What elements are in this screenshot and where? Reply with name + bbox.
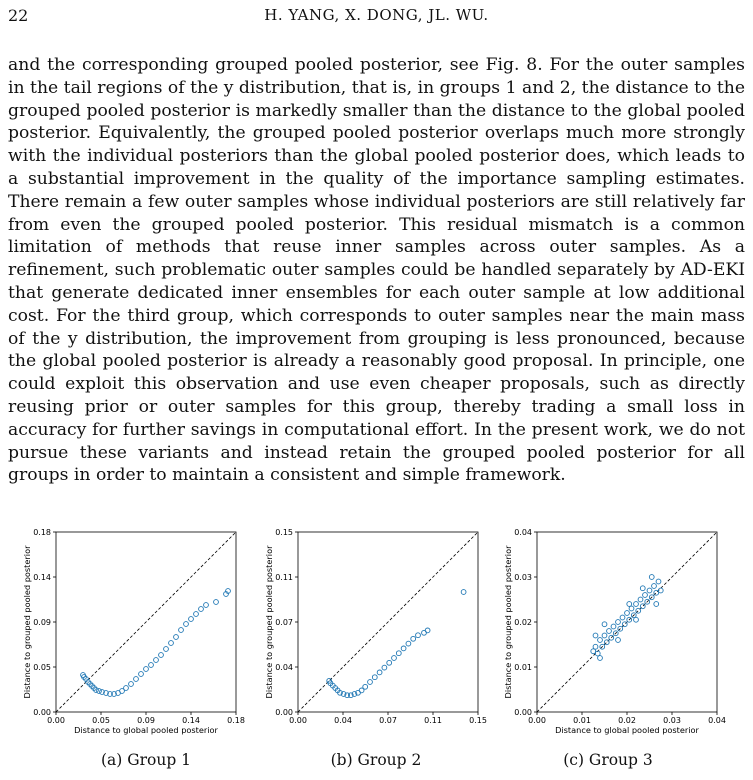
data-point xyxy=(387,660,392,665)
y-tick-label: 0.04 xyxy=(275,663,293,672)
data-point xyxy=(129,682,134,687)
data-point xyxy=(638,597,643,602)
data-point xyxy=(652,584,657,589)
x-tick-label: 0.04 xyxy=(334,716,352,725)
data-point xyxy=(616,638,621,643)
data-point xyxy=(194,612,199,617)
y-tick-label: 0.00 xyxy=(33,708,51,717)
data-point xyxy=(658,588,663,593)
data-point xyxy=(620,615,625,620)
y-tick-label: 0.14 xyxy=(33,573,51,582)
y-tick-label: 0.00 xyxy=(514,708,532,717)
data-point xyxy=(199,607,204,612)
caption-group-1: (a) Group 1 xyxy=(100,751,192,769)
data-point xyxy=(627,602,632,607)
data-point xyxy=(179,628,184,633)
x-tick-label: 0.04 xyxy=(708,716,726,725)
data-point xyxy=(189,617,194,622)
reference-line-1 xyxy=(56,532,236,712)
y-axis-label: Distance to grouped pooled posterior xyxy=(503,545,513,699)
figure-plots xyxy=(0,520,753,780)
data-point xyxy=(204,603,209,608)
data-point xyxy=(649,575,654,580)
y-tick-label: 0.15 xyxy=(275,528,293,537)
data-point xyxy=(611,624,616,629)
page-number: 22 xyxy=(8,6,29,25)
x-tick-label: 0.00 xyxy=(528,716,546,725)
data-point xyxy=(595,651,600,656)
data-point xyxy=(372,675,377,680)
data-point xyxy=(184,622,189,627)
data-point xyxy=(598,656,603,661)
data-point xyxy=(654,590,659,595)
body-paragraph: and the corresponding grouped pooled posterior, see Fig. 8. For the outer samples in the tail regions of the y distribution, that is, in groups 1 and 2, the distance to the grouped pooled posterior is markedly smaller than the distance to the global pooled posterior. Equivalently, the grouped pooled posterior overlaps much more strongly with the individual posteriors than the global pooled posterior does, which leads to a substantial improvement in the quality of the importance sampling estimates. There remain a few outer samples whose individual posteriors are still relatively far from even the grouped pooled posterior. This residual mismatch is a common limitation of methods that reuse inner samples across outer samples. As a refinement, such problematic outer samples could be handled separately by AD-EKI that generate dedicated inner ensembles for each outer sample at low additional cost. For the third group, which corresponds to outer samples near the main mass of the y distribution, the improvement from grouping is less pronounced, because the global pooled posterior is already a reasonably good proposal. In principle, one could exploit this observation and use even cheaper proposals, such as directly reusing prior or outer samples for this group, thereby trading a small loss in accuracy for further savings in computational effort. In the present work, we do not pursue these variants and instead retain the grouped pooled posterior for all groups in order to maintain a consistent and simple framework. xyxy=(8,55,745,486)
page-header xyxy=(8,6,745,28)
caption-group-2: (b) Group 2 xyxy=(330,751,422,769)
data-point xyxy=(647,588,652,593)
data-point xyxy=(214,600,219,605)
data-point xyxy=(607,629,612,634)
data-point xyxy=(461,590,466,595)
data-point xyxy=(654,602,659,607)
data-point xyxy=(368,680,373,685)
data-point xyxy=(636,608,641,613)
data-point xyxy=(363,684,368,689)
x-tick-label: 0.05 xyxy=(92,716,110,725)
data-point xyxy=(616,620,621,625)
data-point xyxy=(401,646,406,651)
data-point xyxy=(416,633,421,638)
y-tick-label: 0.02 xyxy=(514,618,532,627)
data-point xyxy=(174,635,179,640)
data-point xyxy=(154,658,159,663)
x-tick-label: 0.01 xyxy=(573,716,591,725)
x-tick-label: 0.18 xyxy=(227,716,245,725)
data-point xyxy=(643,593,648,598)
data-point xyxy=(149,663,154,668)
data-point xyxy=(602,622,607,627)
data-point xyxy=(634,602,639,607)
y-tick-label: 0.11 xyxy=(275,573,293,582)
data-point xyxy=(134,677,139,682)
data-point xyxy=(604,640,609,645)
y-tick-label: 0.00 xyxy=(275,708,293,717)
x-tick-label: 0.02 xyxy=(618,716,636,725)
x-tick-label: 0.00 xyxy=(47,716,65,725)
data-point xyxy=(169,641,174,646)
running-head-authors: H. YANG, X. DONG, JL. WU. xyxy=(264,6,489,24)
data-point xyxy=(377,670,382,675)
data-point xyxy=(625,611,630,616)
data-point xyxy=(139,672,144,677)
y-axis-label: Distance to grouped pooled posterior xyxy=(264,545,274,699)
data-point xyxy=(629,606,634,611)
data-point xyxy=(598,638,603,643)
x-tick-label: 0.11 xyxy=(424,716,442,725)
data-point xyxy=(97,689,102,694)
x-tick-label: 0.09 xyxy=(137,716,155,725)
data-point xyxy=(622,622,627,627)
x-tick-label: 0.14 xyxy=(182,716,200,725)
data-point xyxy=(602,633,607,638)
y-tick-label: 0.05 xyxy=(33,663,51,672)
data-point xyxy=(591,649,596,654)
y-tick-label: 0.18 xyxy=(33,528,51,537)
figure-8 xyxy=(0,520,753,780)
reference-line-2 xyxy=(298,532,478,712)
x-tick-label: 0.03 xyxy=(663,716,681,725)
caption-group-3: (c) Group 3 xyxy=(563,751,653,769)
x-axis-label: Distance to global pooled posterior xyxy=(555,725,699,735)
y-tick-label: 0.09 xyxy=(33,618,51,627)
y-tick-label: 0.01 xyxy=(514,663,532,672)
data-point xyxy=(411,636,416,641)
data-point xyxy=(593,644,598,649)
data-point xyxy=(640,604,645,609)
data-point xyxy=(392,656,397,661)
y-axis-label: Distance to grouped pooled posterior xyxy=(22,545,32,699)
data-point xyxy=(593,633,598,638)
y-tick-label: 0.07 xyxy=(275,618,293,627)
y-tick-label: 0.04 xyxy=(514,528,532,537)
data-point xyxy=(396,651,401,656)
data-point xyxy=(159,653,164,658)
data-point xyxy=(656,579,661,584)
data-point xyxy=(382,665,387,670)
data-point xyxy=(425,628,430,633)
x-tick-label: 0.15 xyxy=(469,716,487,725)
x-tick-label: 0.00 xyxy=(289,716,307,725)
data-point xyxy=(634,617,639,622)
y-tick-label: 0.03 xyxy=(514,573,532,582)
data-point xyxy=(164,647,169,652)
reference-line-3 xyxy=(537,532,717,712)
x-axis-label: Distance to global pooled posterior xyxy=(74,725,218,735)
data-point xyxy=(124,686,129,691)
x-tick-label: 0.07 xyxy=(379,716,397,725)
data-point xyxy=(144,667,149,672)
data-point xyxy=(406,641,411,646)
data-point xyxy=(640,586,645,591)
